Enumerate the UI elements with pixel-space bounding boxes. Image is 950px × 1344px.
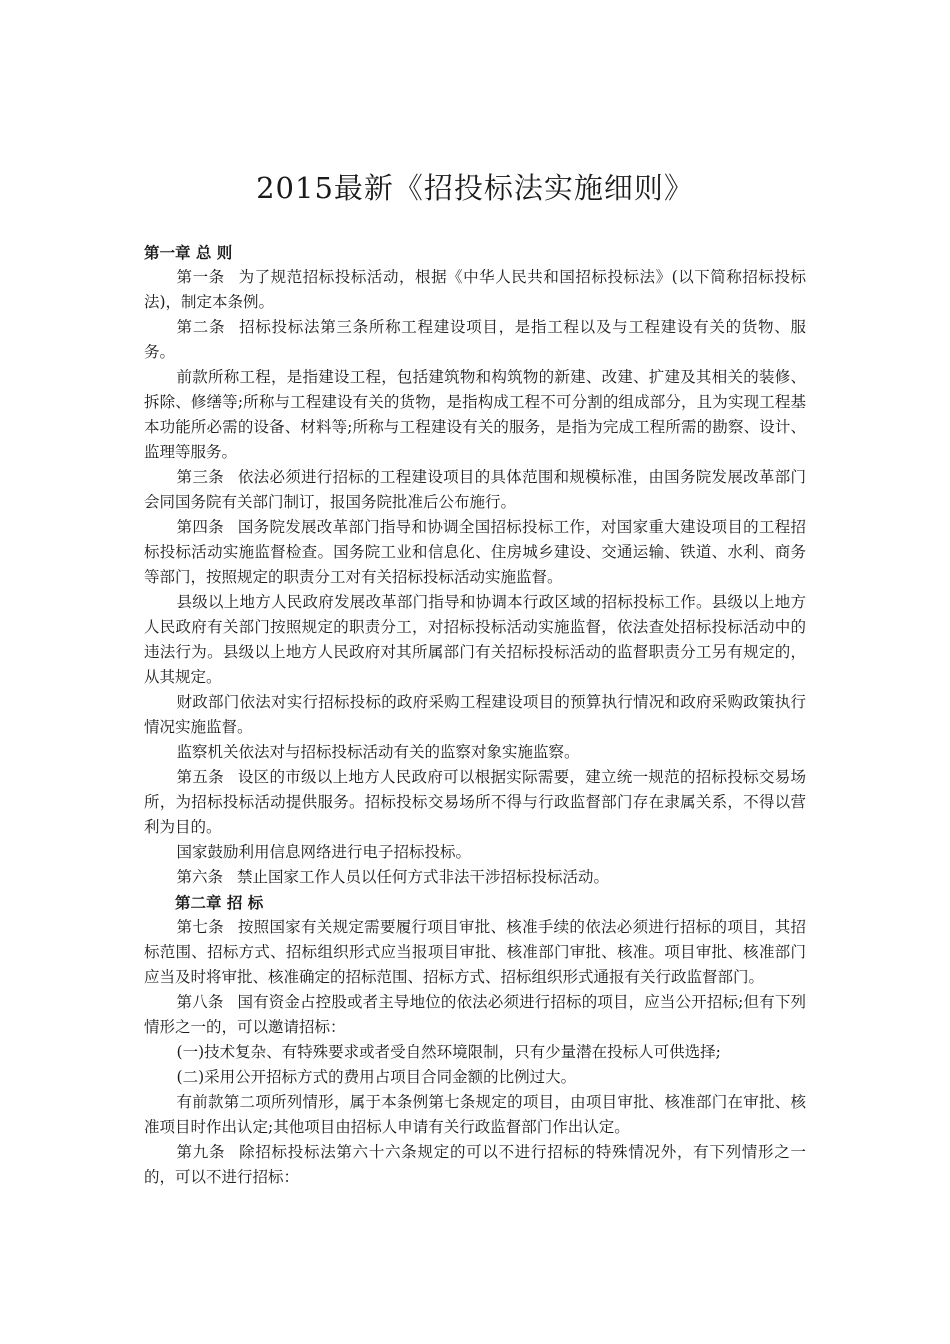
article-number: 第八条 bbox=[176, 993, 224, 1011]
body-paragraph bbox=[144, 1090, 806, 1140]
paragraph-text: 前款所称工程，是指建设工程，包括建筑物和构筑物的新建、改建、扩建及其相关的装修、拆除、修缮等;所称与工程建设有关的货物，是指构成工程不可分割的组成部分，且为实现工程基本功能所必需的设备、材料等;所称与工程建设有关的服务，是指为完成工程所需的勘察、设计、监理等服务。 bbox=[144, 368, 806, 461]
article-paragraph bbox=[144, 315, 806, 365]
document-title: 2015最新《招投标法实施细则》 bbox=[256, 171, 694, 205]
paragraph-text: 国务院发展改革部门指导和协调全国招标投标工作，对国家重大建设项目的工程招标投标活动实施监督检查。国务院工业和信息化、住房城乡建设、交通运输、铁道、水利、商务等部门，按照规定的职责分工对有关招标投标活动实施监督。 bbox=[144, 518, 806, 586]
paragraph-text: 财政部门依法对实行招标投标的政府采购工程建设项目的预算执行情况和政府采购政策执行情况实施监督。 bbox=[144, 693, 806, 736]
body-paragraph bbox=[144, 365, 806, 465]
paragraph-text: 设区的市级以上地方人民政府可以根据实际需要，建立统一规范的招标投标交易场所，为招标投标活动提供服务。招标投标交易场所不得与行政监督部门存在隶属关系，不得以营利为目的。 bbox=[144, 768, 806, 836]
article-paragraph bbox=[144, 915, 806, 990]
paragraph-text: (一)技术复杂、有特殊要求或者受自然环境限制，只有少量潜在投标人可供选择; bbox=[176, 1043, 721, 1061]
article-number: 第三条 bbox=[176, 468, 224, 486]
article-number: 第六条 bbox=[176, 868, 224, 886]
body-paragraph bbox=[144, 1040, 806, 1065]
paragraph-text: 招标投标法第三条所称工程建设项目，是指工程以及与工程建设有关的货物、服务。 bbox=[144, 318, 806, 361]
body-paragraph bbox=[144, 840, 806, 865]
body-paragraph bbox=[144, 1065, 806, 1090]
article-number: 第二条 bbox=[176, 318, 226, 336]
paragraph-text: 除招标投标法第六十六条规定的可以不进行招标的特殊情况外，有下列情形之一的，可以不进行招标： bbox=[144, 1143, 806, 1186]
article-paragraph bbox=[144, 465, 806, 515]
article-paragraph bbox=[144, 1140, 806, 1190]
article-paragraph bbox=[144, 990, 806, 1040]
paragraph-text: 依法必须进行招标的工程建设项目的具体范围和规模标准，由国务院发展改革部门会同国务院有关部门制订，报国务院批准后公布施行。 bbox=[144, 468, 806, 511]
paragraph-text: 为了规范招标投标活动，根据《中华人民共和国招标投标法》(以下简称招标投标法)，制定本条例。 bbox=[144, 268, 806, 311]
paragraph-text: (二)采用公开招标方式的费用占项目合同金额的比例过大。 bbox=[176, 1068, 577, 1086]
paragraph-text: 禁止国家工作人员以任何方式非法干涉招标投标活动。 bbox=[237, 868, 610, 886]
paragraph-text: 国家鼓励利用信息网络进行电子招标投标。 bbox=[176, 843, 472, 861]
chapter-heading: 第二章 招 标 bbox=[175, 893, 264, 912]
body-paragraph bbox=[144, 590, 806, 690]
article-paragraph bbox=[144, 515, 806, 590]
article-number: 第一条 bbox=[176, 268, 225, 286]
chapter-heading: 第一章 总 则 bbox=[144, 243, 233, 262]
document-body bbox=[144, 240, 806, 1190]
article-number: 第九条 bbox=[176, 1143, 226, 1161]
body-paragraph bbox=[144, 690, 806, 740]
article-number: 第五条 bbox=[176, 768, 224, 786]
article-paragraph bbox=[144, 765, 806, 840]
paragraph-text: 县级以上地方人民政府发展改革部门指导和协调本行政区域的招标投标工作。县级以上地方人民政府有关部门按照规定的职责分工，对招标投标活动实施监督，依法查处招标投标活动中的违法行为。县级以上地方人民政府对其所属部门有关招标投标活动的监督职责分工另有规定的，从其规定。 bbox=[144, 593, 806, 686]
body-paragraph bbox=[144, 740, 806, 765]
article-number: 第七条 bbox=[176, 918, 224, 936]
article-number: 第四条 bbox=[176, 518, 224, 536]
article-paragraph bbox=[144, 865, 806, 890]
paragraph-text: 国有资金占控股或者主导地位的依法必须进行招标的项目，应当公开招标;但有下列情形之一的，可以邀请招标： bbox=[144, 993, 806, 1036]
paragraph-text: 监察机关依法对与招标投标活动有关的监察对象实施监察。 bbox=[176, 743, 580, 761]
paragraph-text: 有前款第二项所列情形，属于本条例第七条规定的项目，由项目审批、核准部门在审批、核准项目时作出认定;其他项目由招标人申请有关行政监督部门作出认定。 bbox=[144, 1093, 806, 1136]
article-paragraph bbox=[144, 265, 806, 315]
paragraph-text: 按照国家有关规定需要履行项目审批、核准手续的依法必须进行招标的项目，其招标范围、招标方式、招标组织形式应当报项目审批、核准部门审批、核准。项目审批、核准部门应当及时将审批、核准确定的招标范围、招标方式、招标组织形式通报有关行政监督部门。 bbox=[144, 918, 806, 986]
